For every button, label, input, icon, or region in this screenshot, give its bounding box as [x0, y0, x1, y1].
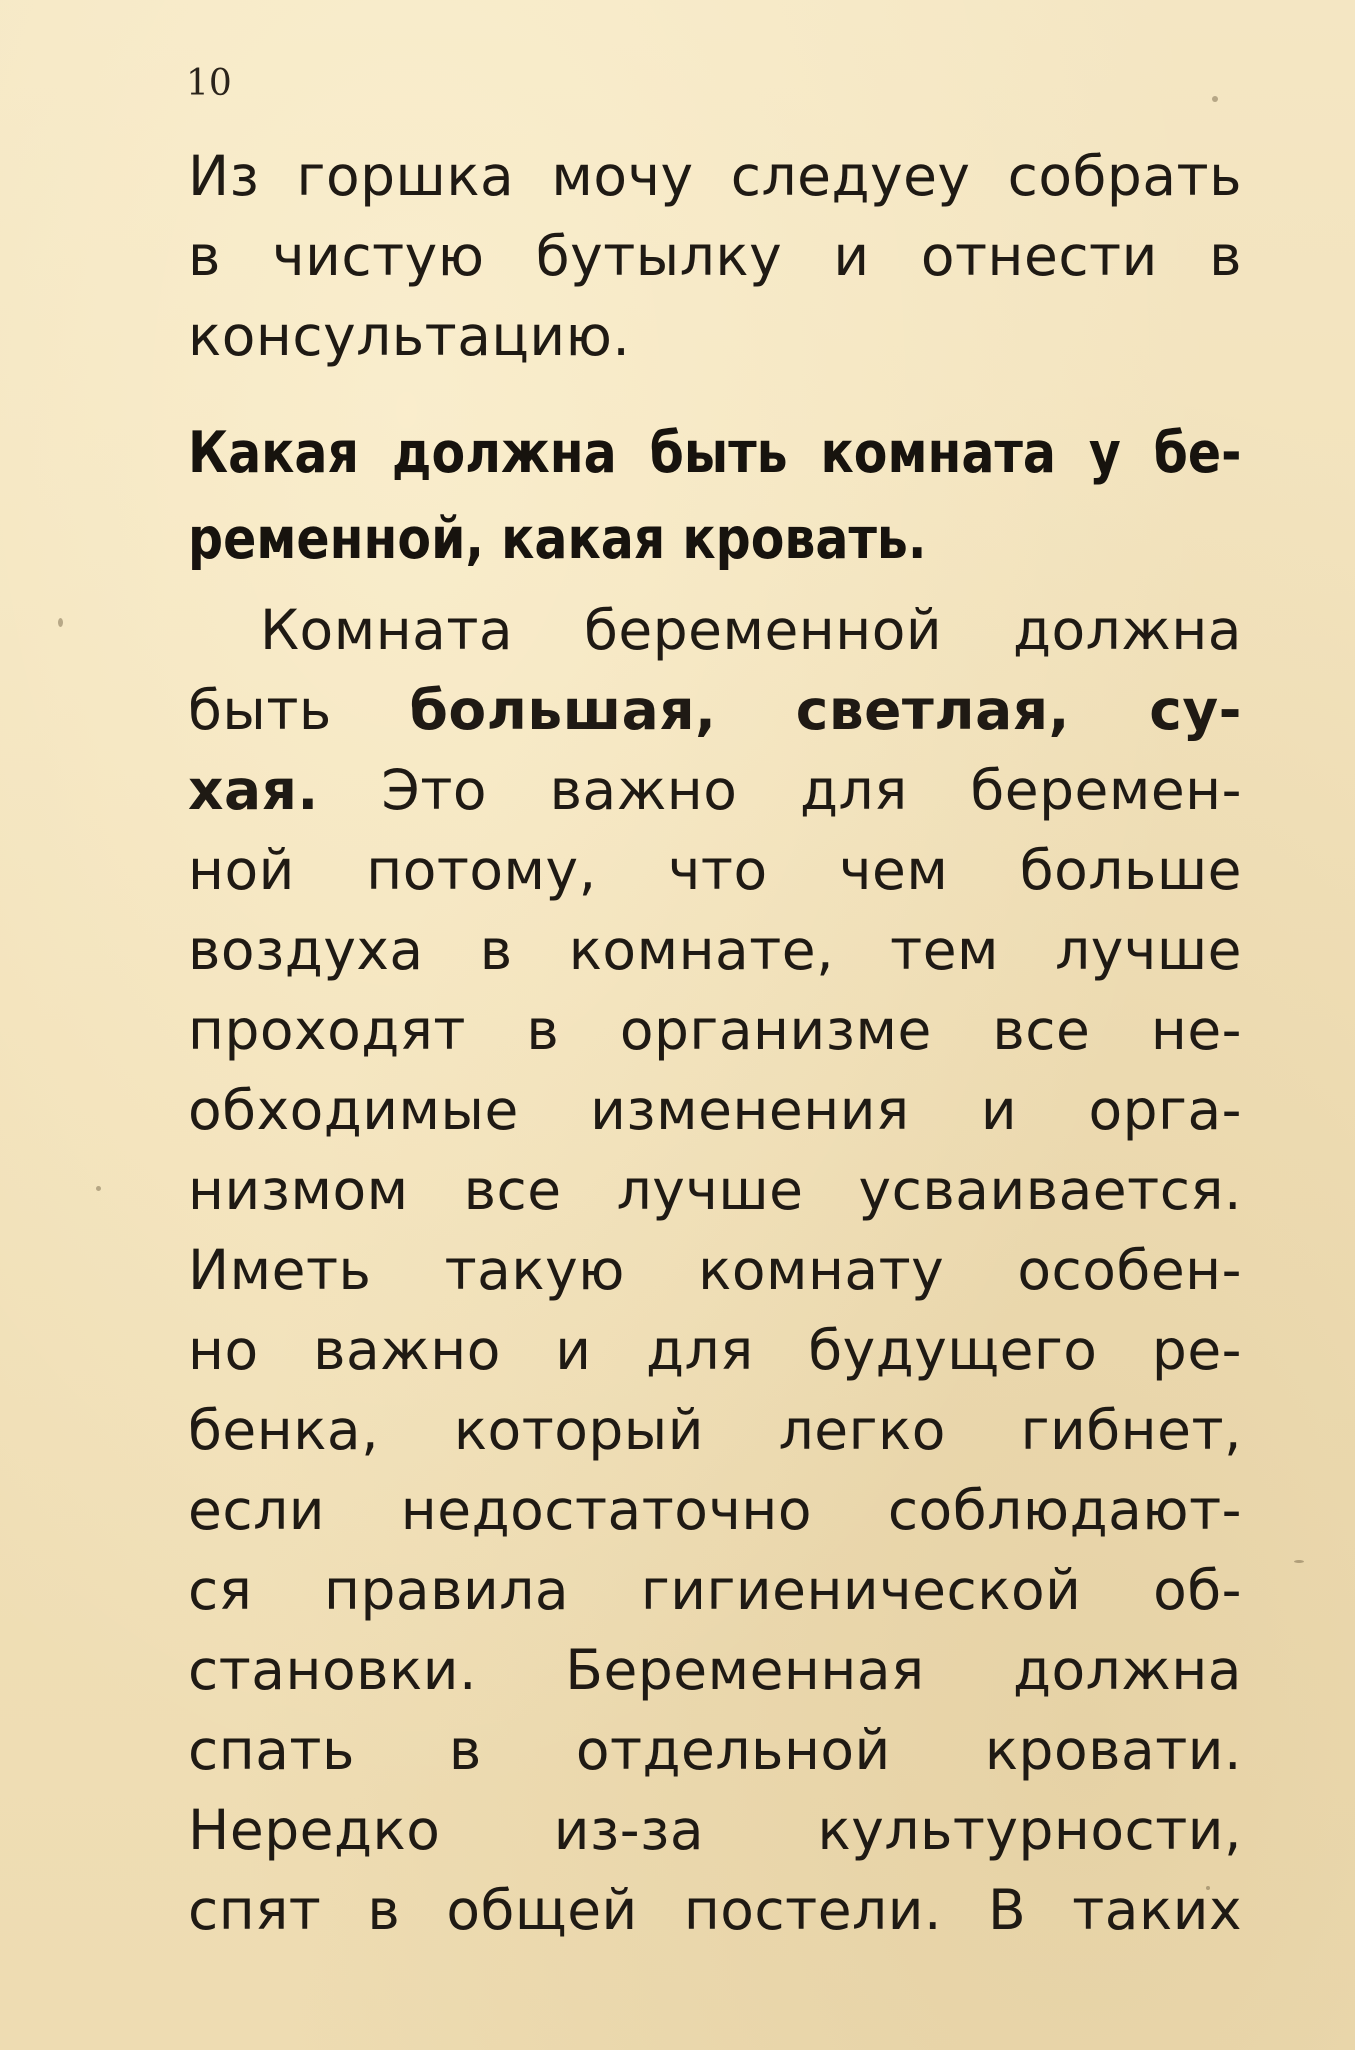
text-line: становки. Беременная должна	[188, 1638, 1242, 1702]
text-line: воздуха в комнате, тем лучше	[188, 918, 1242, 982]
text-run: быть	[188, 678, 410, 742]
heading-line: ременной, какая кровать.	[188, 506, 927, 572]
text-line: низмом все лучше усваивается.	[188, 1158, 1242, 1222]
paper-speck	[58, 618, 63, 627]
text-line: Комната беременной должна	[260, 598, 1242, 662]
text-line: обходимые изменения и орга-	[188, 1078, 1242, 1142]
text-line: Нередко из-за культурности,	[188, 1798, 1242, 1862]
body-paragraph	[188, 590, 1242, 1950]
emphasis-text: большая, светлая, су-	[409, 678, 1242, 742]
text-line: бенка, который легко гибнет,	[188, 1398, 1242, 1462]
text-line: проходят в организме все не-	[188, 998, 1242, 1062]
text-line: ся правила гигиенической об-	[188, 1558, 1242, 1622]
paper-speck	[1294, 1560, 1304, 1563]
text-line	[188, 670, 1242, 750]
text-line: спят в общей постели. В таких	[188, 1878, 1242, 1942]
section-heading	[188, 410, 1242, 582]
text-line: но важно и для будущего ре-	[188, 1318, 1242, 1382]
text-line: консультацию.	[188, 304, 631, 368]
emphasis-text: хая.	[188, 758, 319, 822]
text-line: ной потому, что чем больше	[188, 838, 1242, 902]
page-number: 10	[186, 63, 232, 104]
text-line: Из горшка мочу следуеу собрать	[188, 144, 1242, 208]
text-line: спать в отдельной кровати.	[188, 1718, 1242, 1782]
paper-speck	[96, 1186, 101, 1191]
text-run: Это важно для беремен-	[318, 758, 1242, 822]
text-line: Иметь такую комнату особен-	[188, 1238, 1242, 1302]
text-line	[188, 750, 1242, 830]
text-line: в чистую бутылку и отнести в	[188, 224, 1242, 288]
intro-paragraph	[188, 136, 1242, 376]
text-line: если недостаточно соблюдают-	[188, 1478, 1242, 1542]
paper-speck	[1212, 96, 1218, 102]
heading-line: Какая должна быть комната у бе-	[188, 420, 1242, 486]
